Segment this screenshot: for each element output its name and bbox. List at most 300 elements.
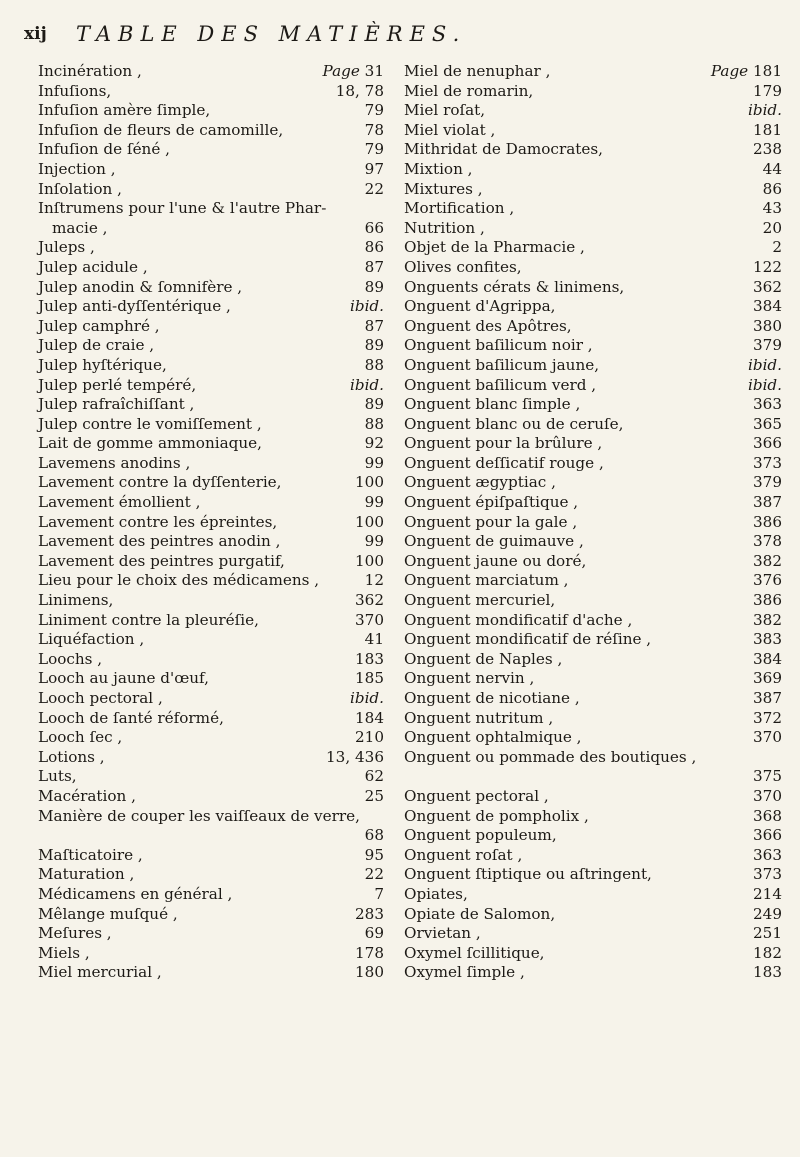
index-entry xyxy=(38,140,384,160)
entry-term: Luts, xyxy=(38,767,77,786)
page-number-ref: 79 xyxy=(364,140,384,159)
entry-page-ref xyxy=(753,924,782,944)
entry-page-ref xyxy=(355,650,384,670)
page-number-ref: 383 xyxy=(753,630,782,649)
page-number-ref: 183 xyxy=(355,649,384,668)
entry-term: Looch au jaune d'œuf, xyxy=(38,669,209,688)
entry-page-ref xyxy=(365,336,384,356)
entry-term: Lavement contre la dyſſenterie, xyxy=(38,473,282,492)
entry-term: Julep rafraîchiſſant , xyxy=(38,395,195,414)
entry-page-ref xyxy=(763,160,782,180)
entry-term: Lavemens anodins , xyxy=(38,453,191,472)
entry-term: Onguent de Naples , xyxy=(404,649,563,668)
index-column-right xyxy=(404,62,782,1152)
index-entry xyxy=(404,160,782,180)
page-number-ref: 379 xyxy=(753,336,782,355)
entry-term: Mithridat de Damocrates, xyxy=(404,140,603,159)
index-entry xyxy=(404,571,782,591)
entry-page-ref xyxy=(763,219,782,239)
entry-page-ref xyxy=(753,709,782,729)
page-number-ref: 180 xyxy=(355,963,384,982)
entry-term: Médicamens en général , xyxy=(38,884,233,903)
index-entry xyxy=(38,611,384,631)
index-entry xyxy=(38,121,384,141)
index-entry xyxy=(404,905,782,925)
page-label: Page xyxy=(710,62,749,80)
page-number-ref: 79 xyxy=(364,101,384,120)
entry-page-ref xyxy=(753,82,782,102)
entry-term: Lotions , xyxy=(38,747,105,766)
entry-term: Objet de la Pharmacie , xyxy=(404,238,585,257)
index-entry xyxy=(404,180,782,200)
page-number-ref: 368 xyxy=(753,806,782,825)
page-number-ref: 386 xyxy=(753,512,782,531)
entry-page-ref xyxy=(365,160,384,180)
index-entry xyxy=(404,336,782,356)
index-entry xyxy=(38,865,384,885)
entry-page-ref xyxy=(753,336,782,356)
entry-page-ref xyxy=(753,787,782,807)
entry-term: Onguent blanc ſimple , xyxy=(404,395,581,414)
index-entry xyxy=(404,121,782,141)
entry-term: Maturation , xyxy=(38,865,135,884)
page-number-ref: 384 xyxy=(753,649,782,668)
page-number-ref: 97 xyxy=(364,159,384,178)
entry-term: Onguent jaune ou doré, xyxy=(404,551,587,570)
page-number-ref: 69 xyxy=(364,924,384,943)
page-number-ref: 88 xyxy=(364,414,384,433)
page-number-ref: 100 xyxy=(355,551,384,570)
entry-page-ref xyxy=(753,513,782,533)
entry-page-ref xyxy=(336,82,384,102)
index-entry xyxy=(404,434,782,454)
entry-term: Onguent mondificatif d'ache , xyxy=(404,610,633,629)
page-header xyxy=(24,22,784,52)
index-entry xyxy=(404,317,782,337)
index-entry xyxy=(404,219,782,239)
page-label: Page xyxy=(322,62,360,80)
entry-term: Mêlange muſqué , xyxy=(38,904,178,923)
entry-page-ref xyxy=(365,924,384,944)
page-number-ref: 386 xyxy=(753,591,782,610)
entry-page-ref xyxy=(753,434,782,454)
index-entry xyxy=(38,415,384,435)
index-entry xyxy=(38,963,384,983)
entry-term: Onguent pour la gale , xyxy=(404,512,578,531)
entry-term: Opiates, xyxy=(404,884,468,903)
page-number-ref: 43 xyxy=(762,199,782,218)
entry-page-ref xyxy=(753,728,782,748)
page-number-ref: 181 xyxy=(753,120,782,139)
entry-term: Julep acidule , xyxy=(38,257,148,276)
index-entry xyxy=(404,532,782,552)
entry-page-ref xyxy=(748,101,782,121)
entry-page-ref xyxy=(355,513,384,533)
index-entry xyxy=(404,356,782,376)
page-number-ref: 375 xyxy=(753,767,782,786)
entry-term: Onguent roſat , xyxy=(404,845,523,864)
index-entry xyxy=(38,454,384,474)
entry-page-ref xyxy=(753,258,782,278)
page-number-ref: 99 xyxy=(364,532,384,551)
entry-page-ref xyxy=(365,317,384,337)
entry-page-ref xyxy=(355,728,384,748)
entry-term: Onguent d'Agrippa, xyxy=(404,297,556,316)
entry-term: Inſtrumens pour l'une & l'autre Phar- xyxy=(38,199,327,218)
page-number-ref: 44 xyxy=(762,159,782,178)
index-entry xyxy=(38,160,384,180)
entry-page-ref xyxy=(753,689,782,709)
entry-page-ref xyxy=(753,473,782,493)
index-entry xyxy=(38,650,384,670)
entry-term: Macération , xyxy=(38,786,136,805)
entry-term: Lavement contre les épreintes, xyxy=(38,512,278,531)
entry-term: Onguent pour la brûlure , xyxy=(404,434,603,453)
entry-term: Lieu pour le choix des médicamens , xyxy=(38,571,320,590)
entry-term: Miel violat , xyxy=(404,120,496,139)
page-number-ref: 251 xyxy=(753,924,782,943)
index-entry xyxy=(38,258,384,278)
index-entry xyxy=(404,454,782,474)
index-entry xyxy=(38,513,384,533)
entry-term: Infuſions, xyxy=(38,81,112,100)
entry-term: Julep de craie , xyxy=(38,336,155,355)
entry-term-continuation: macie , xyxy=(52,218,108,237)
entry-term: Julep contre le vomiſſement , xyxy=(38,414,262,433)
page-number-ref: 384 xyxy=(753,297,782,316)
page-number-ref: 382 xyxy=(753,610,782,629)
entry-page-ref xyxy=(753,532,782,552)
entry-page-ref xyxy=(753,905,782,925)
index-entry xyxy=(38,669,384,689)
entry-page-ref xyxy=(753,395,782,415)
index-entry xyxy=(38,807,384,846)
index-entry xyxy=(38,924,384,944)
page-number-ref: 378 xyxy=(753,532,782,551)
page-number-ref: 89 xyxy=(364,336,384,355)
entry-page-ref xyxy=(748,376,782,396)
page-number-ref: 182 xyxy=(753,943,782,962)
entry-page-ref xyxy=(365,415,384,435)
index-entry xyxy=(38,591,384,611)
entry-page-ref xyxy=(355,905,384,925)
entry-term: Julep anti-dyſſentérique , xyxy=(38,297,231,316)
entry-term: Infuſion de fleurs de camomille, xyxy=(38,120,284,139)
page-number-ref: 88 xyxy=(364,355,384,374)
index-entry xyxy=(404,258,782,278)
page-number-ref: 214 xyxy=(753,884,782,903)
index-entry xyxy=(38,238,384,258)
entry-page-ref xyxy=(365,865,384,885)
page-number-ref: 249 xyxy=(753,904,782,923)
entry-page-ref xyxy=(365,258,384,278)
entry-term: Lavement des peintres anodin , xyxy=(38,532,281,551)
index-entry xyxy=(404,611,782,631)
entry-term: Onguent ophtalmique , xyxy=(404,728,582,747)
page-number-ref: 181 xyxy=(753,62,782,80)
page-number-ref: 370 xyxy=(753,786,782,805)
entry-page-ref xyxy=(365,140,384,160)
entry-term: Looch de ſanté réformé, xyxy=(38,708,224,727)
entry-page-ref xyxy=(365,238,384,258)
entry-page-ref xyxy=(365,571,384,591)
page-number-ref: 380 xyxy=(753,316,782,335)
page-number-ref: 25 xyxy=(364,786,384,805)
index-entry xyxy=(404,963,782,983)
entry-page-ref xyxy=(753,591,782,611)
entry-term: Onguents cérats & linimens, xyxy=(404,277,625,296)
index-entry xyxy=(38,767,384,787)
index-column-left xyxy=(38,62,384,1152)
entry-page-ref xyxy=(355,591,384,611)
index-entry xyxy=(404,944,782,964)
page-number-ref: 2 xyxy=(772,238,782,257)
entry-page-ref xyxy=(711,62,782,82)
index-entry xyxy=(38,297,384,317)
entry-term: Loochs , xyxy=(38,649,103,668)
entry-page-ref xyxy=(753,121,782,141)
entry-term: Oxymel ſcillitique, xyxy=(404,943,545,962)
entry-term: Onguent baſilicum noir , xyxy=(404,336,593,355)
entry-page-ref xyxy=(355,611,384,631)
index-entry xyxy=(38,434,384,454)
entry-page-ref xyxy=(365,219,384,239)
page-number-ref: 366 xyxy=(753,434,782,453)
entry-term: Lait de gomme ammoniaque, xyxy=(38,434,262,453)
entry-term: Meſures , xyxy=(38,924,112,943)
entry-term: Miel roſat, xyxy=(404,101,486,120)
entry-page-ref xyxy=(355,963,384,983)
entry-term: Infuſion de ſéné , xyxy=(38,140,170,159)
entry-term: Onguent blanc ou de ceruſe, xyxy=(404,414,624,433)
index-entry xyxy=(404,807,782,827)
index-entry xyxy=(404,238,782,258)
entry-page-ref xyxy=(365,434,384,454)
entry-page-ref xyxy=(753,278,782,298)
index-entry xyxy=(404,709,782,729)
entry-page-ref xyxy=(374,885,384,905)
page-number-ref: 363 xyxy=(753,395,782,414)
entry-term: Nutrition , xyxy=(404,218,485,237)
entry-page-ref xyxy=(753,415,782,435)
entry-term: Onguent pectoral , xyxy=(404,786,549,805)
entry-term: Lavement des peintres purgatif, xyxy=(38,551,285,570)
page-number: xij xyxy=(24,24,47,44)
page-number-ref: 86 xyxy=(762,179,782,198)
entry-term: Julep perlé tempéré, xyxy=(38,375,197,394)
page-number-ref: 382 xyxy=(753,551,782,570)
page-number-ref: ibid. xyxy=(748,355,782,374)
entry-page-ref xyxy=(753,650,782,670)
index-entry xyxy=(38,709,384,729)
index-entry xyxy=(38,101,384,121)
index-entry xyxy=(404,101,782,121)
index-entry xyxy=(404,493,782,513)
page-number-ref: 99 xyxy=(364,493,384,512)
entry-term: Onguent baſilicum verd , xyxy=(404,375,597,394)
index-entry xyxy=(404,395,782,415)
entry-page-ref xyxy=(365,787,384,807)
entry-page-ref xyxy=(753,571,782,591)
entry-term: Manière de couper les vaiſſeaux de verre, xyxy=(38,806,360,825)
entry-page-ref xyxy=(753,552,782,572)
index-entry xyxy=(404,787,782,807)
entry-term: Julep camphré , xyxy=(38,316,160,335)
page-number-ref: 20 xyxy=(762,218,782,237)
entry-term: Juleps , xyxy=(38,238,95,257)
index-entry xyxy=(38,846,384,866)
page-number-ref: 89 xyxy=(364,277,384,296)
entry-page-ref xyxy=(355,669,384,689)
entry-term: Onguent mondificatif de réſine , xyxy=(404,630,652,649)
index-entry xyxy=(38,728,384,748)
page-number-ref: 370 xyxy=(753,728,782,747)
entry-term: Onguent ſtiptique ou aſtringent, xyxy=(404,865,652,884)
index-entry xyxy=(404,728,782,748)
page-number-ref: 68 xyxy=(364,826,384,845)
index-entry xyxy=(404,885,782,905)
entry-term: Mixtion , xyxy=(404,159,473,178)
entry-page-ref xyxy=(323,62,384,82)
page-number-ref: 13, 436 xyxy=(326,747,384,766)
entry-page-ref xyxy=(350,689,384,709)
index-entry xyxy=(38,748,384,768)
entry-term: Looch ſec , xyxy=(38,728,123,747)
page-number-ref: 179 xyxy=(753,81,782,100)
page-number-ref: 95 xyxy=(364,845,384,864)
entry-term: Injection , xyxy=(38,159,116,178)
page-number-ref: 100 xyxy=(355,473,384,492)
page-number-ref: 122 xyxy=(753,257,782,276)
entry-term: Onguent ou pommade des boutiques , xyxy=(404,747,697,766)
entry-page-ref xyxy=(753,885,782,905)
entry-page-ref xyxy=(753,846,782,866)
index-entry xyxy=(38,180,384,200)
entry-term: Oxymel ſimple , xyxy=(404,963,525,982)
entry-term: Onguent deſſicatif rouge , xyxy=(404,453,604,472)
entry-term: Mortification , xyxy=(404,199,515,218)
page-number-ref: 387 xyxy=(753,689,782,707)
entry-page-ref xyxy=(753,807,782,827)
entry-term: Onguent mercuriel, xyxy=(404,591,556,610)
entry-page-ref xyxy=(355,552,384,572)
entry-term: Miel de nenuphar , xyxy=(404,62,551,80)
entry-page-ref xyxy=(763,180,782,200)
entry-page-ref xyxy=(355,944,384,964)
index-entry xyxy=(38,532,384,552)
index-entry xyxy=(404,689,782,709)
index-entry xyxy=(38,944,384,964)
entry-page-ref xyxy=(753,944,782,964)
entry-term: Maſticatoire , xyxy=(38,845,143,864)
page-number-ref: ibid. xyxy=(748,375,782,394)
page-number-ref: ibid. xyxy=(350,297,384,316)
page-number-ref: 238 xyxy=(753,140,782,159)
entry-page-ref xyxy=(350,376,384,396)
page-number-ref: 87 xyxy=(364,316,384,335)
page-number-ref: 183 xyxy=(753,963,782,982)
page-number-ref: 89 xyxy=(364,395,384,414)
page-number-ref: 87 xyxy=(364,257,384,276)
index-entry xyxy=(38,689,384,709)
entry-term: Liquéfaction , xyxy=(38,630,145,649)
index-entry xyxy=(38,356,384,376)
page-number-ref: 379 xyxy=(753,473,782,492)
index-entry xyxy=(38,278,384,298)
index-entry xyxy=(38,82,384,102)
entry-term: Onguent de pompholix , xyxy=(404,806,589,825)
entry-page-ref xyxy=(753,297,782,317)
entry-term: Liniment contre la pleuréſie, xyxy=(38,610,259,629)
entry-page-ref xyxy=(365,278,384,298)
index-entry xyxy=(38,493,384,513)
entry-term: Onguent nervin , xyxy=(404,669,535,688)
entry-page-ref xyxy=(753,493,782,513)
entry-term: Miel de romarin, xyxy=(404,81,534,100)
index-entry xyxy=(404,376,782,396)
page-number-ref: 62 xyxy=(364,767,384,786)
entry-term: Infuſion amère ſimple, xyxy=(38,101,211,120)
page-number-ref: 376 xyxy=(753,571,782,590)
index-entry xyxy=(404,630,782,650)
entry-term: Miels , xyxy=(38,943,90,962)
entry-page-ref xyxy=(365,180,384,200)
entry-page-ref xyxy=(753,140,782,160)
index-entry xyxy=(404,297,782,317)
entry-page-ref xyxy=(753,611,782,631)
page-number-ref: 373 xyxy=(753,865,782,884)
entry-page-ref xyxy=(753,826,782,846)
page-number-ref: 372 xyxy=(753,708,782,727)
page-number-ref: 22 xyxy=(364,865,384,884)
page-number-ref: 283 xyxy=(355,904,384,923)
index-entry xyxy=(404,513,782,533)
entry-page-ref xyxy=(350,297,384,317)
index-entry xyxy=(404,278,782,298)
entry-term: Inſolation , xyxy=(38,179,122,198)
page-number-ref: 184 xyxy=(355,708,384,727)
entry-page-ref xyxy=(365,395,384,415)
page-number-ref: 7 xyxy=(374,884,384,903)
page-number-ref: 362 xyxy=(753,277,782,296)
entry-term: Looch pectoral , xyxy=(38,689,163,707)
index-entry xyxy=(38,787,384,807)
entry-page-ref xyxy=(365,493,384,513)
page-number-ref: 210 xyxy=(355,728,384,747)
index-entry xyxy=(38,885,384,905)
entry-term: Opiate de Salomon, xyxy=(404,904,556,923)
page-number-ref: 178 xyxy=(355,943,384,962)
index-entry xyxy=(404,140,782,160)
page-number-ref: 31 xyxy=(364,62,384,80)
entry-term: Julep hyſtérique, xyxy=(38,355,167,374)
index-entry xyxy=(38,376,384,396)
entry-term: Onguent de nicotiane , xyxy=(404,689,580,707)
entry-page-ref xyxy=(365,101,384,121)
entry-page-ref xyxy=(753,963,782,983)
entry-term: Linimens, xyxy=(38,591,114,610)
index-entry xyxy=(404,62,782,82)
index-entry xyxy=(38,473,384,493)
entry-page-ref xyxy=(355,473,384,493)
index-entry xyxy=(38,317,384,337)
page-number-ref: 369 xyxy=(753,669,782,688)
entry-page-ref xyxy=(365,767,384,787)
entry-page-ref xyxy=(365,630,384,650)
running-title: TABLE DES MATIÈRES. xyxy=(76,22,467,46)
entry-page-ref xyxy=(355,709,384,729)
index-entry xyxy=(404,650,782,670)
